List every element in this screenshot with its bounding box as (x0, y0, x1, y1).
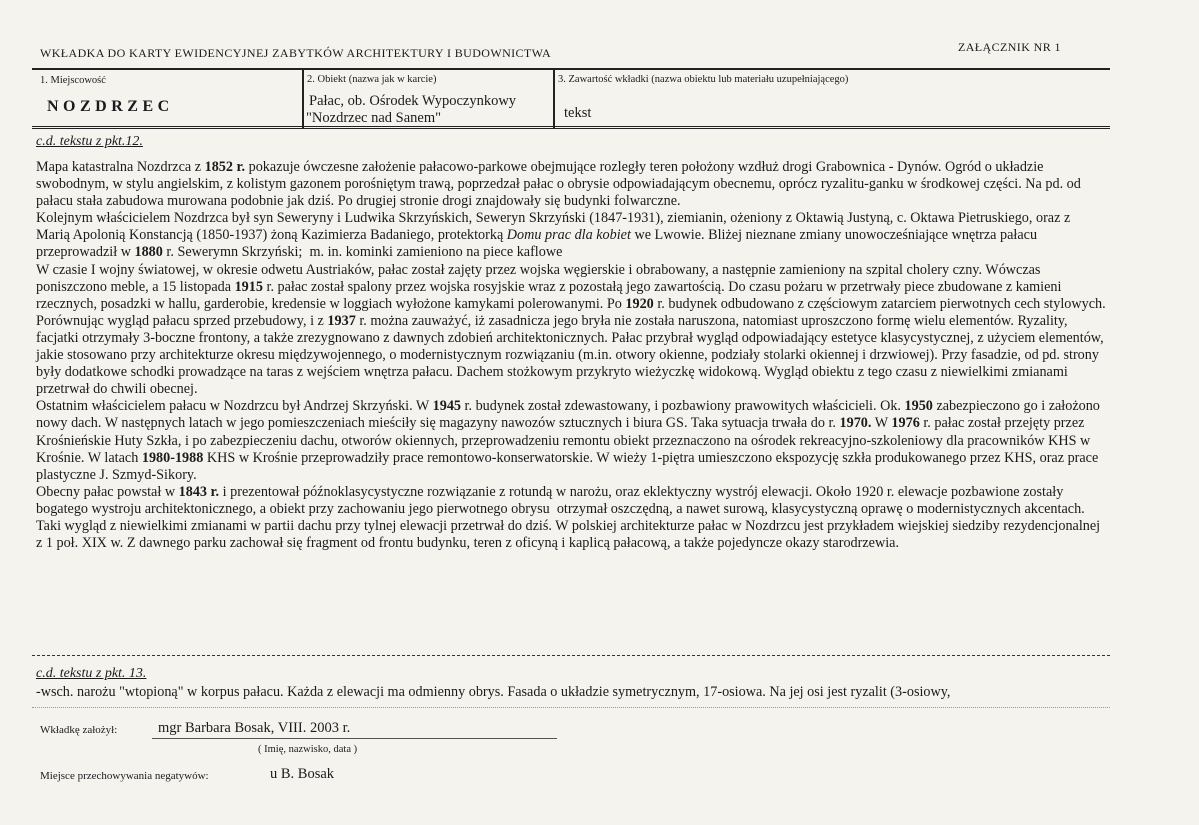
author-label: Wkładkę założył: (40, 724, 118, 736)
main-text (36, 159, 1106, 552)
storage-label: Miejsce przechowywania negatywów: (40, 770, 209, 782)
annex-number: ZAŁĄCZNIK NR 1 (958, 40, 1061, 54)
header-rule-top (32, 68, 1110, 70)
field-divider-1 (302, 70, 304, 128)
field-divider-2 (553, 70, 555, 128)
continuation-heading-12: c.d. tekstu z pkt.12. (36, 134, 143, 149)
object-value-line1: Pałac, ob. Ośrodek Wypoczynkowy (309, 93, 517, 109)
form-title: WKŁADKA DO KARTY EWIDENCYJNEJ ZABYTKÓW ARCHITEKTURY I BUDOWNICTWA (40, 46, 552, 60)
content-label: 3. Zawartość wkładki (nazwa obiektu lub materiału uzupełniającego) (558, 74, 849, 85)
paragraph-1: Mapa katastralna Nozdrzca z 1852 r. pokazuje ówczesne założenie pałacowo-parkowe obejmujące rozległy teren położony wzdłuż drogi Grabownica - Dynów. Ogród o układzie swobodnym, w stylu angielskim, z kolistym gazonem porośniętym trawą, poprzedzał pałac o obrysie odpowiadającym obecnemu, oprócz ryzalitu-ganku w środkowej części. Na pd. od pałacu stała zabudowa murowana podobnie jak dziś. Po drugiej stronie drogi znajdowały się budynki folwarczne. (36, 159, 1081, 210)
author-underline (152, 738, 557, 739)
paragraph-4: Ostatnim właścicielem pałacu w Nozdrzcu był Andrzej Skrzyński. W 1945 r. budynek został zdewastowany, i pozbawiony prawowitych właścicieli. Ok. 1950 zabezpieczono go i założono nowy dach. W następnych latach w jego pomieszczeniach mieściły się magazyny nawozów sztucznych i biura GS. Taka sytuacja trwała do r. 1970. W 1976 r. pałac został przejęty przez Krośnieńskie Huty Szkła, i po zabezpieczeniu dachu, otworów okiennych, przeprowadzeniu remontu obiekt przeznaczono na ośrodek rekreacyjno-szkoleniowy dla pracowników KHS w Krośnie. W latach 1980-1988 KHS w Krośnie przeprowadziły prace remontowo-konserwatorskie. W wieży 1-piętra umieszczono ekspozycję szkła produkowanego przez KHS, oraz prace plastyczne J. Szmyd-Sikory. (36, 398, 1100, 483)
author-caption: ( Imię, nazwisko, data ) (258, 744, 358, 755)
content-value: tekst (564, 105, 592, 121)
continuation-text: -wsch. narożu "wtopioną" w korpus pałacu. Każda z elewacji ma odmienny obrys. Fasada o układzie symetrycznym, 17-osiowa. Na jej osi jest ryzalit (3-osiowy, (36, 684, 951, 700)
paragraph-2: Kolejnym właścicielem Nozdrzca był syn Seweryny i Ludwika Skrzyńskich, Seweryn Skrzyński (1847-1931), ziemianin, ożeniony z Oktawią Justyną, c. Oktawa Pietruskiego, oraz z Marią Apolonią Konstancją (1850-1937) żoną Kazimierza Badaniego, protektorką Domu prac dla kobiet we Lwowie. Bliżej nieznane zmiany unowocześniające wnętrza pałacu przeprowadził w 1880 r. Sewerymn Skrzyński; m. in. kominki zamieniono na piece kaflowe (36, 210, 1071, 261)
paragraph-3: W czasie I wojny światowej, w okresie odwetu Austriaków, pałac został zajęty przez wojska węgierskie i obrabowany, a następnie zamieniony na szpital cholery czny. Wówczas poniszczono meble, a 15 listopada 1915 r. pałac został spalony przez wojska rosyjskie wraz z pozostałą jego zawartością. Do czasu pożaru w przetrwały piece zbudowane z kamieni rzecznych, posadzki w hallu, garderobie, kredensie w loggiach wyłożone kamykami polerowanymi. Po 1920 r. budynek odbudowano z częściowym zatarciem pierwotnych cech stylowych. Porównując wygląd pałacu sprzed przebudowy, i z 1937 r. można zauważyć, iż zasadnicza jego bryła nie została naruszona, natomiast uproszczono formę wielu elementów. Ryzality, facjatki otrzymały 3-boczne frontony, a także zrezygnowano z dawnych zdobień architektonicznych. Pałac przybrał wygląd odpowiadający estetyce klasycystycznej, z użyciem elementów, jakie stosowano przy architekturze okresu międzywojennego, o modernistycznym rozwiązaniu (m.in. otwory okienne, podziały stolarki okiennej i drzwiowej). Przy fasadzie, od pd. strony były dodatkowe schodki prowadzące na taras z wejściem wnętrza pałacu. Dachem stożkowym przykryto wieżyczkę widokową. Wygląd obiektu z tego czasu z niewielkimi zmianami przetrwał do chwili obecnej. (36, 261, 1106, 398)
header-rule-bottom-2 (32, 128, 1110, 129)
locality-value: NOZDRZEC (47, 98, 174, 115)
header-rule-bottom (32, 126, 1110, 127)
footer-separator (32, 707, 1110, 708)
section-divider (32, 655, 1110, 656)
object-label: 2. Obiekt (nazwa jak w karcie) (307, 74, 437, 85)
continuation-heading-13: c.d. tekstu z pkt. 13. (36, 666, 147, 681)
storage-value: u B. Bosak (270, 766, 335, 782)
object-value-line2: "Nozdrzec nad Sanem" (306, 110, 442, 126)
paragraph-5: Obecny pałac powstał w 1843 r. i prezentował późnoklasycystyczne rozwiązanie z rotundą w narożu, oraz eklektyczny wystrój elewacji. Około 1920 r. elewacje pozbawione zostały bogatego wystroju architektonicznego, a obiekt przy zachowaniu jego pierwotnego obrysu otrzymał oszczędną, a nawet surową, klasycystyczną oprawę o modernistycznych akcentach. Taki wygląd z niewielkimi zmianami w partii dachu przy tylnej elewacji przetrwał do dziś. W polskiej architekturze pałac w Nozdrzcu jest przykładem wiejskiej siedziby rezydencjonalnej z 1 poł. XIX w. Z dawnego parku zachował się fragment od frontu budynku, teren z oficyną i kaplicą pałacową, a także pojedyncze okazy starodrzewia. (36, 483, 1101, 552)
locality-label: 1. Miejscowość (40, 75, 106, 86)
author-value: mgr Barbara Bosak, VIII. 2003 r. (158, 720, 351, 736)
